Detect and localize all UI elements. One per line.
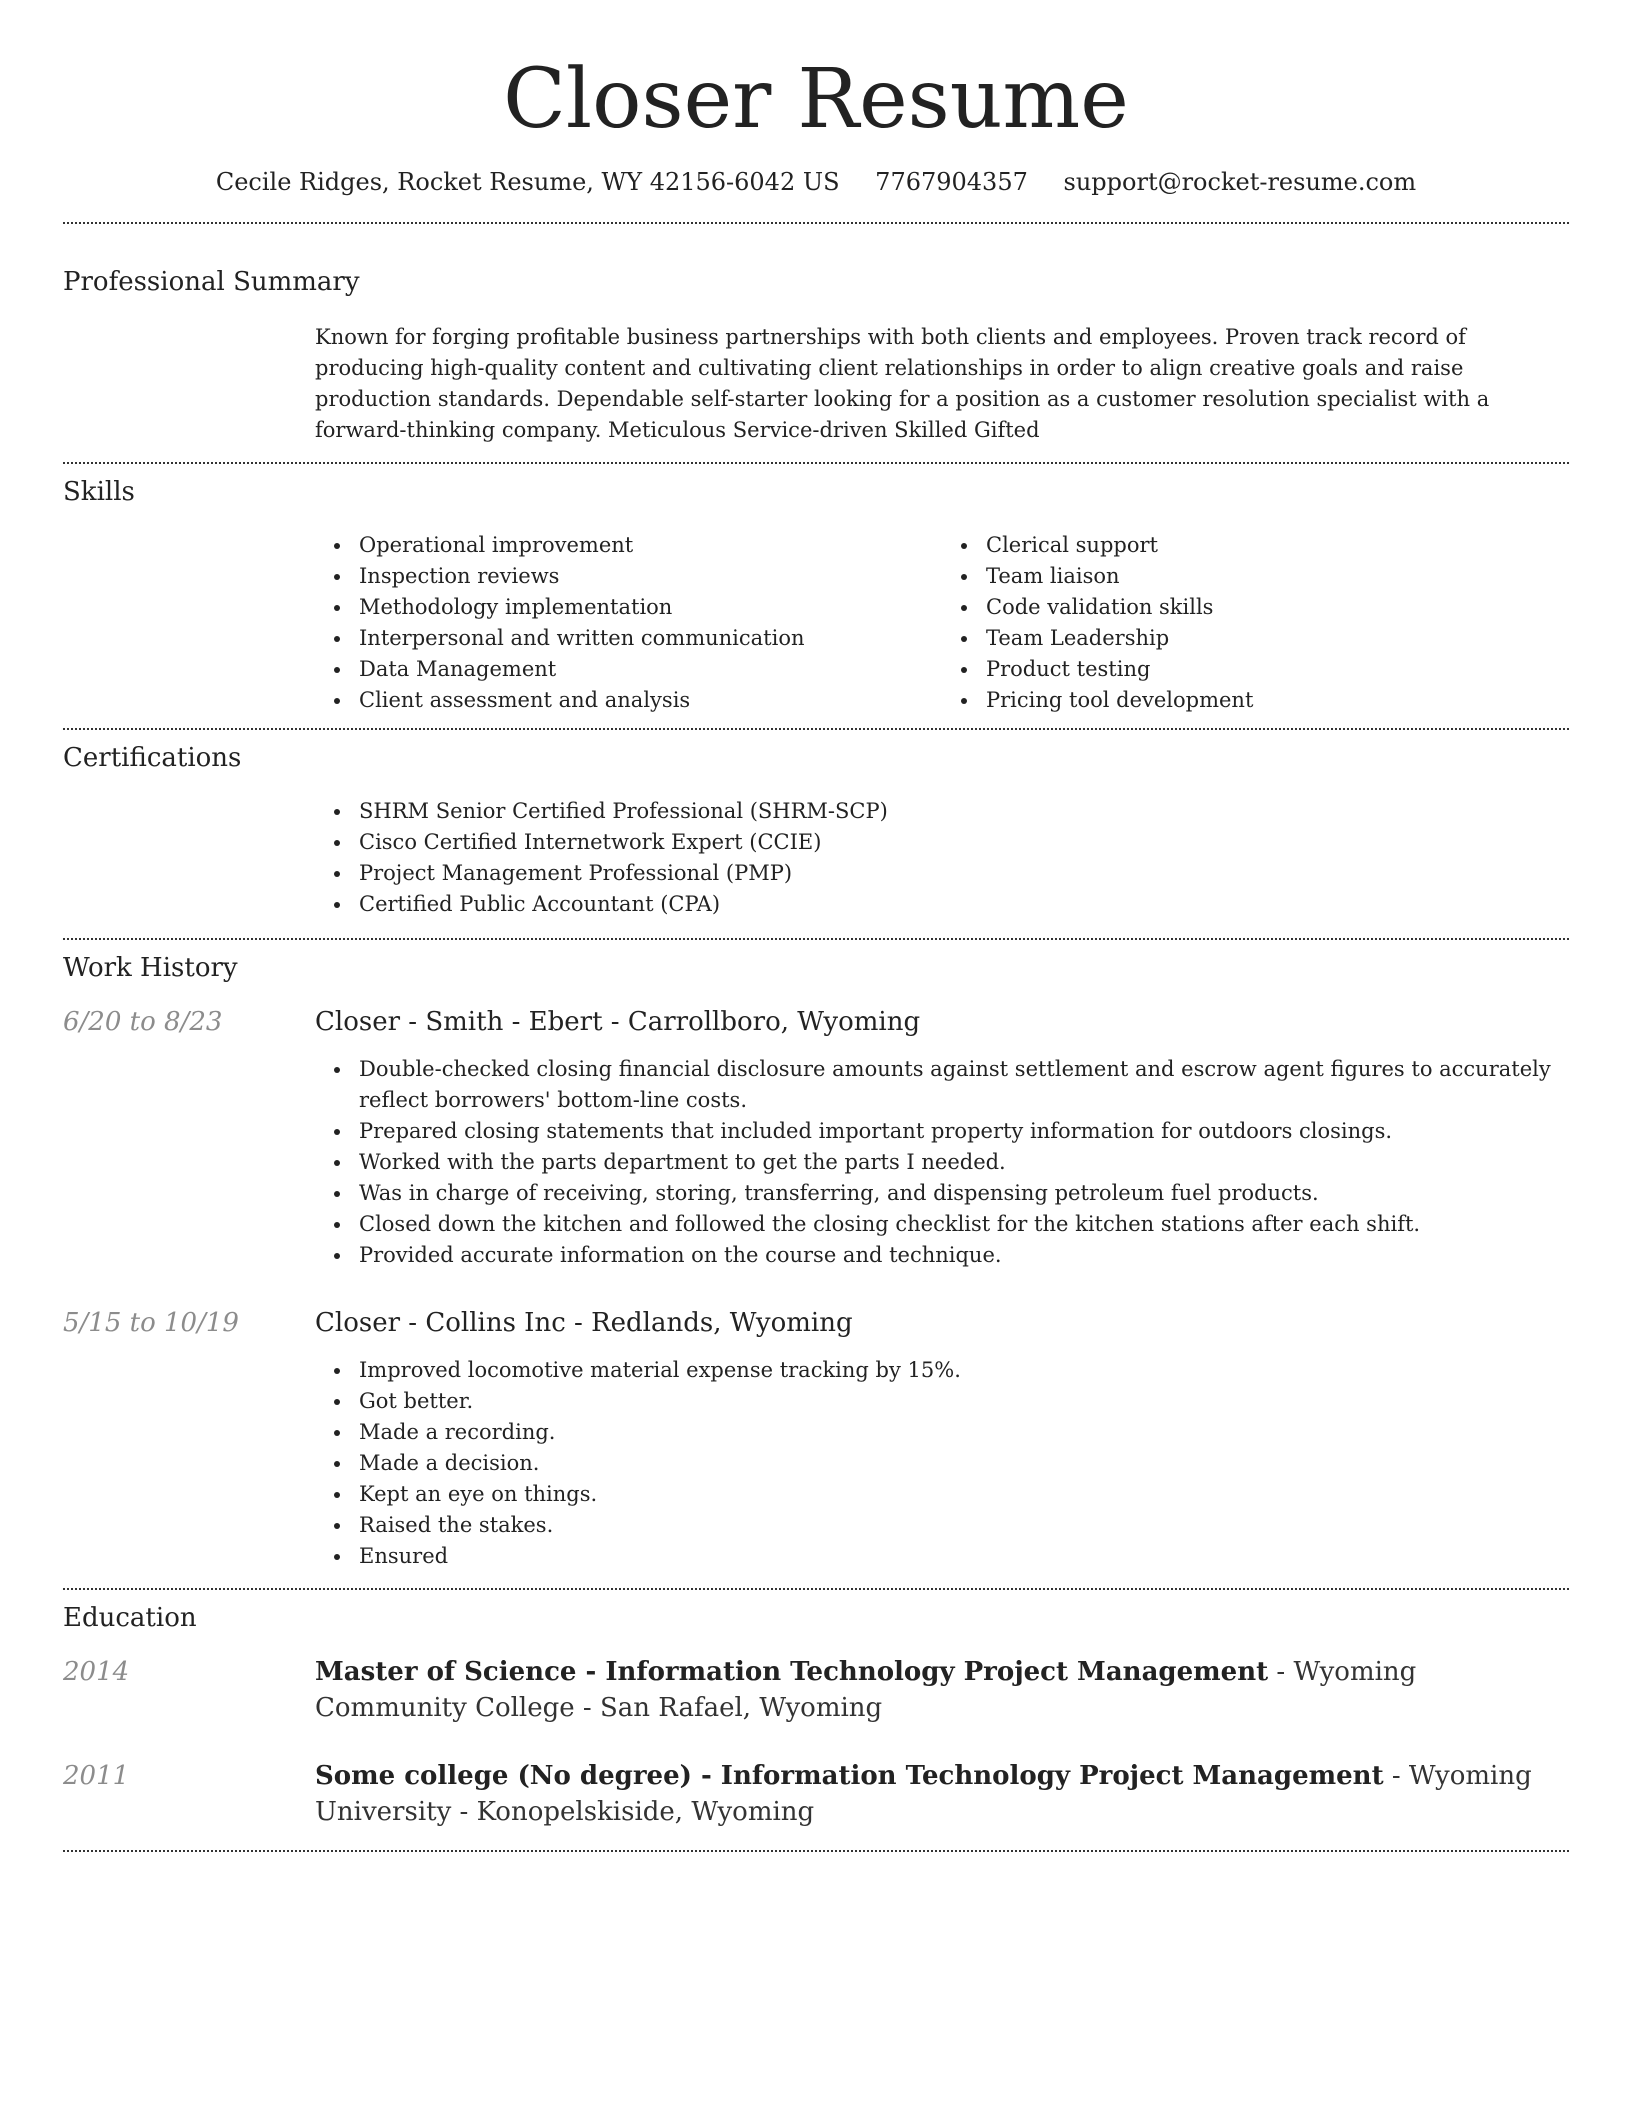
work-bullet: Closed down the kitchen and followed the closing checklist for the kitchen stations after each shift. <box>359 1209 1569 1240</box>
certification-item: Cisco Certified Internetwork Expert (CCIE) <box>359 827 1569 858</box>
work-bullet: Raised the stakes. <box>359 1510 1569 1541</box>
education-separator: - <box>1268 1657 1294 1687</box>
section-heading-work: Work History <box>63 953 238 983</box>
skill-item: Inspection reviews <box>359 561 942 592</box>
skills-list-left <box>315 530 942 716</box>
work-title: Closer - Smith - Ebert - Carrollboro, Wyoming <box>315 1007 921 1037</box>
work-bullet: Made a decision. <box>359 1448 1569 1479</box>
section-heading-certifications: Certifications <box>63 743 242 773</box>
section-education <box>63 1590 1569 1850</box>
certifications-body <box>315 796 1569 938</box>
work-bullet: Prepared closing statements that included important property information for outdoors closings. <box>359 1116 1569 1147</box>
work-title: Closer - Collins Inc - Redlands, Wyoming <box>315 1308 853 1338</box>
education-year: 2014 <box>63 1657 130 1687</box>
divider <box>63 1850 1569 1852</box>
skill-item: Clerical support <box>986 530 1569 561</box>
work-date: 5/15 to 10/19 <box>63 1308 239 1338</box>
work-bullet: Improved locomotive material expense tracking by 15%. <box>359 1355 1569 1386</box>
work-body <box>63 1004 1569 1588</box>
skill-item: Team liaison <box>986 561 1569 592</box>
education-institution: Wyoming Community College - San Rafael, Wyoming <box>315 1657 1417 1723</box>
education-heading <box>315 1758 1569 1830</box>
work-bullets <box>315 1054 1569 1271</box>
work-bullet: Made a recording. <box>359 1417 1569 1448</box>
education-entry <box>63 1758 1569 1830</box>
skills-list-right <box>942 530 1569 716</box>
skill-item: Pricing tool development <box>986 685 1569 716</box>
certifications-list <box>315 796 1569 920</box>
contact-address: Cecile Ridges, Rocket Resume, WY 42156-6042 US <box>215 168 840 196</box>
work-bullet: Double-checked closing financial disclosure amounts against settlement and escrow agent figures to accurately reflect borrowers' bottom-line costs. <box>359 1054 1569 1116</box>
work-bullet: Worked with the parts department to get the parts I needed. <box>359 1147 1569 1178</box>
work-bullets <box>315 1355 1569 1572</box>
work-entry <box>63 1305 1569 1572</box>
contact-line <box>63 166 1569 198</box>
section-heading-summary: Professional Summary <box>63 267 360 297</box>
skills-columns <box>315 530 1569 728</box>
work-bullet: Got better. <box>359 1386 1569 1417</box>
work-entry <box>63 1004 1569 1271</box>
certification-item: SHRM Senior Certified Professional (SHRM-SCP) <box>359 796 1569 827</box>
work-bullet: Kept an eye on things. <box>359 1479 1569 1510</box>
section-heading-skills: Skills <box>63 477 135 507</box>
certification-item: Project Management Professional (PMP) <box>359 858 1569 889</box>
work-bullet: Was in charge of receiving, storing, transferring, and dispensing petroleum fuel products. <box>359 1178 1569 1209</box>
section-professional-summary <box>63 224 1569 462</box>
education-body <box>63 1654 1569 1850</box>
page-title: Closer Resume <box>503 52 1129 147</box>
section-work-history <box>63 940 1569 1588</box>
work-bullet: Provided accurate information on the course and technique. <box>359 1240 1569 1271</box>
skill-item: Interpersonal and written communication <box>359 623 942 654</box>
skill-item: Team Leadership <box>986 623 1569 654</box>
contact-phone: 7767904357 <box>875 168 1028 196</box>
section-certifications <box>63 730 1569 938</box>
education-entry <box>63 1654 1569 1726</box>
work-content <box>315 1004 1569 1271</box>
education-year: 2011 <box>63 1761 130 1791</box>
education-content <box>315 1654 1569 1726</box>
education-institution: Wyoming University - Konopelskiside, Wyoming <box>315 1761 1532 1827</box>
summary-text: Known for forging profitable business partnerships with both clients and employees. Proven track record of producing high-quality content and cultivating client relationships in order to align creative goals and raise production standards. Dependable self-starter looking for a position as a customer resolution specialist with a forward-thinking company. Meticulous Service-driven Skilled Gifted <box>315 325 1490 442</box>
education-degree: Master of Science - Information Technology Project Management <box>315 1657 1269 1687</box>
skill-item: Code validation skills <box>986 592 1569 623</box>
skill-item: Product testing <box>986 654 1569 685</box>
contact-email: support@rocket-resume.com <box>1063 168 1417 196</box>
work-bullet: Ensured <box>359 1541 1569 1572</box>
summary-body <box>315 322 1569 462</box>
skill-item: Methodology implementation <box>359 592 942 623</box>
skill-item: Operational improvement <box>359 530 942 561</box>
section-heading-education: Education <box>63 1603 197 1633</box>
education-degree: Some college (No degree) - Information Technology Project Management <box>315 1761 1384 1791</box>
education-content <box>315 1758 1569 1830</box>
skill-item: Data Management <box>359 654 942 685</box>
certification-item: Certified Public Accountant (CPA) <box>359 889 1569 920</box>
work-content <box>315 1305 1569 1572</box>
education-separator: - <box>1383 1761 1409 1791</box>
work-date: 6/20 to 8/23 <box>63 1007 223 1037</box>
education-heading <box>315 1654 1569 1726</box>
section-skills <box>63 464 1569 728</box>
skill-item: Client assessment and analysis <box>359 685 942 716</box>
